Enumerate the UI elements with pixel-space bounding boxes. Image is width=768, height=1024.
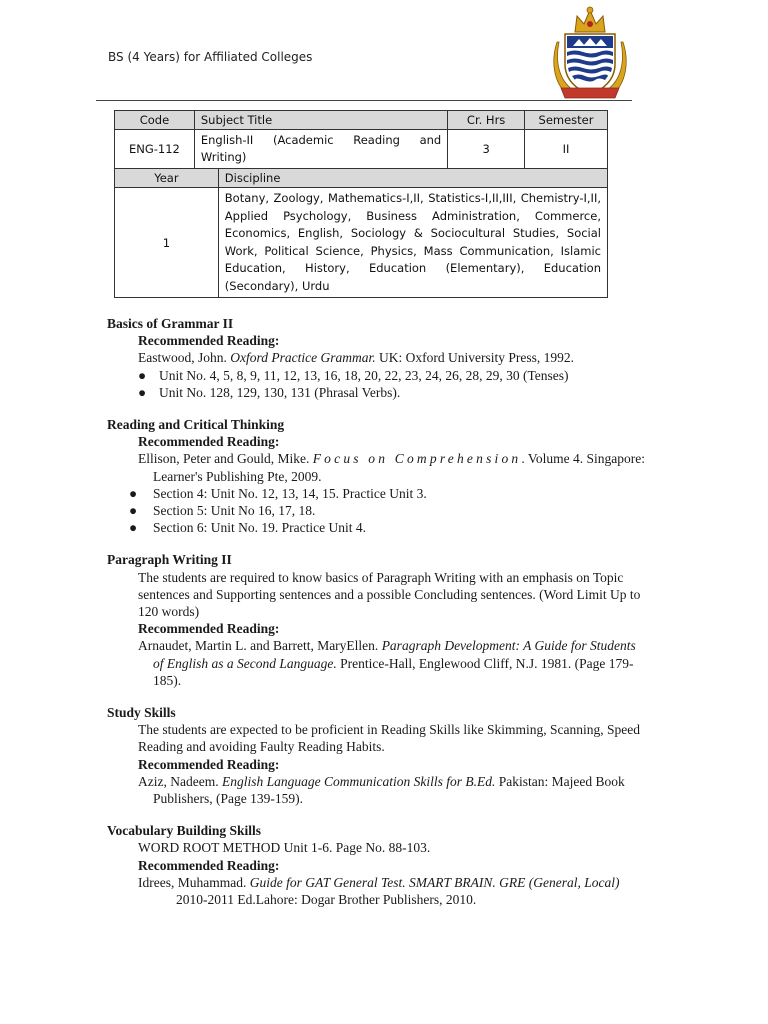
- header-code: Code: [115, 111, 195, 130]
- recommended-reading-label: Recommended Reading:: [138, 756, 280, 772]
- recommended-reading-label: Recommended Reading:: [138, 857, 280, 873]
- table-header-row: [115, 111, 608, 130]
- recommended-reading-label: Recommended Reading:: [138, 434, 280, 450]
- course-code: ENG-112: [115, 130, 195, 169]
- section-title: Paragraph Writing II: [107, 552, 232, 568]
- header-title: BS (4 Years) for Affiliated Colleges: [108, 50, 313, 64]
- reference: Arnaudet, Martin L. and Barrett, MaryEllen. Paragraph Development: A Guide for Students of English as a Second Language. Prentice-Hall, Englewood Cliff, N.J. 1981. (Page 179-185).: [138, 638, 636, 688]
- section-paragraph: [107, 551, 647, 689]
- section-text: The students are expected to be proficient in Reading Skills like Skimming, Scanning, Speed Reading and avoiding Faulty Reading Habits.: [138, 722, 641, 755]
- header-discipline: Discipline: [218, 169, 607, 188]
- bullet-icon: ●: [138, 367, 147, 383]
- header-semester: Semester: [525, 111, 608, 130]
- reference: Idrees, Muhammad. Guide for GAT General Test. SMART BRAIN. GRE (General, Local) 2010-2011 Ed.Lahore: Dogar Brother Publishers, 2010.: [138, 874, 620, 908]
- course-info-table: [114, 110, 608, 298]
- course-year: 1: [115, 188, 219, 298]
- bullet-icon: ●: [138, 384, 147, 400]
- section-title: Study Skills: [107, 705, 176, 721]
- section-text: The students are required to know basics of Paragraph Writing with an emphasis on Topic sentences and Supporting sentences and a possible Concluding sentences. (Word Limit Up to 120 words): [138, 569, 641, 620]
- unit-list: [107, 367, 647, 401]
- reference: Ellison, Peter and Gould, Mike. Focus on Comprehension. Volume 4. Singapore: Learner's Publishing Pte, 2009.: [138, 451, 645, 484]
- recommended-reading-label: Recommended Reading:: [138, 621, 280, 637]
- header-year: Year: [115, 169, 219, 188]
- reference: Aziz, Nadeem. English Language Communication Skills for B.Ed. Pakistan: Majeed Book Publishers, (Page 139-159).: [138, 773, 625, 807]
- table-row: [115, 188, 608, 298]
- section-title: Basics of Grammar II: [107, 316, 234, 331]
- course-discipline: Botany, Zoology, Mathematics-I,II, Statistics-I,II,III, Chemistry-I,II, Applied Psychology, Business Administration, Commerce, Economics, English, Sociology & Sociocultural Studies, Social Work, Political Science, Physics, Mass Communication, Islamic Education, History, Education (Elementary), Education (Secondary), Urdu: [218, 188, 607, 298]
- course-subject-title: English-II (Academic Reading and Writing): [194, 130, 447, 169]
- bullet-icon: ●: [129, 520, 138, 536]
- list-item: ● Unit No. 128, 129, 130, 131 (Phrasal Verbs).: [138, 384, 401, 400]
- bullet-icon: ●: [129, 503, 138, 519]
- table-header-row-2: [115, 169, 608, 188]
- section-text: WORD ROOT METHOD Unit 1-6. Page No. 88-103.: [138, 840, 431, 856]
- syllabus-body: [107, 315, 647, 923]
- section-vocabulary: [107, 822, 647, 908]
- unit-list: [107, 485, 647, 537]
- list-item: ● Unit No. 4, 5, 8, 9, 11, 12, 13, 16, 18, 20, 22, 23, 24, 26, 28, 29, 30 (Tenses): [138, 367, 569, 383]
- section-reading: [107, 416, 647, 536]
- university-crest-icon: [553, 2, 627, 100]
- header-subject-title: Subject Title: [194, 111, 447, 130]
- list-item: ● Section 5: Unit No 16, 17, 18.: [129, 503, 316, 519]
- reference: Eastwood, John. Oxford Practice Grammar. UK: Oxford University Press, 1992.: [138, 350, 574, 366]
- recommended-reading-label: Recommended Reading:: [138, 333, 280, 349]
- list-item: ● Section 6: Unit No. 19. Practice Unit 4.: [129, 520, 366, 536]
- bullet-icon: ●: [129, 485, 138, 501]
- section-study-skills: [107, 704, 647, 807]
- list-item: ● Section 4: Unit No. 12, 13, 14, 15. Practice Unit 3.: [129, 485, 427, 501]
- section-title: Reading and Critical Thinking: [107, 417, 285, 433]
- table-row: [115, 130, 608, 169]
- section-grammar: [107, 315, 647, 401]
- course-cr-hrs: 3: [448, 130, 525, 169]
- header-divider: [96, 100, 632, 101]
- course-semester: II: [525, 130, 608, 169]
- section-title: Vocabulary Building Skills: [107, 823, 262, 839]
- header-cr-hrs: Cr. Hrs: [448, 111, 525, 130]
